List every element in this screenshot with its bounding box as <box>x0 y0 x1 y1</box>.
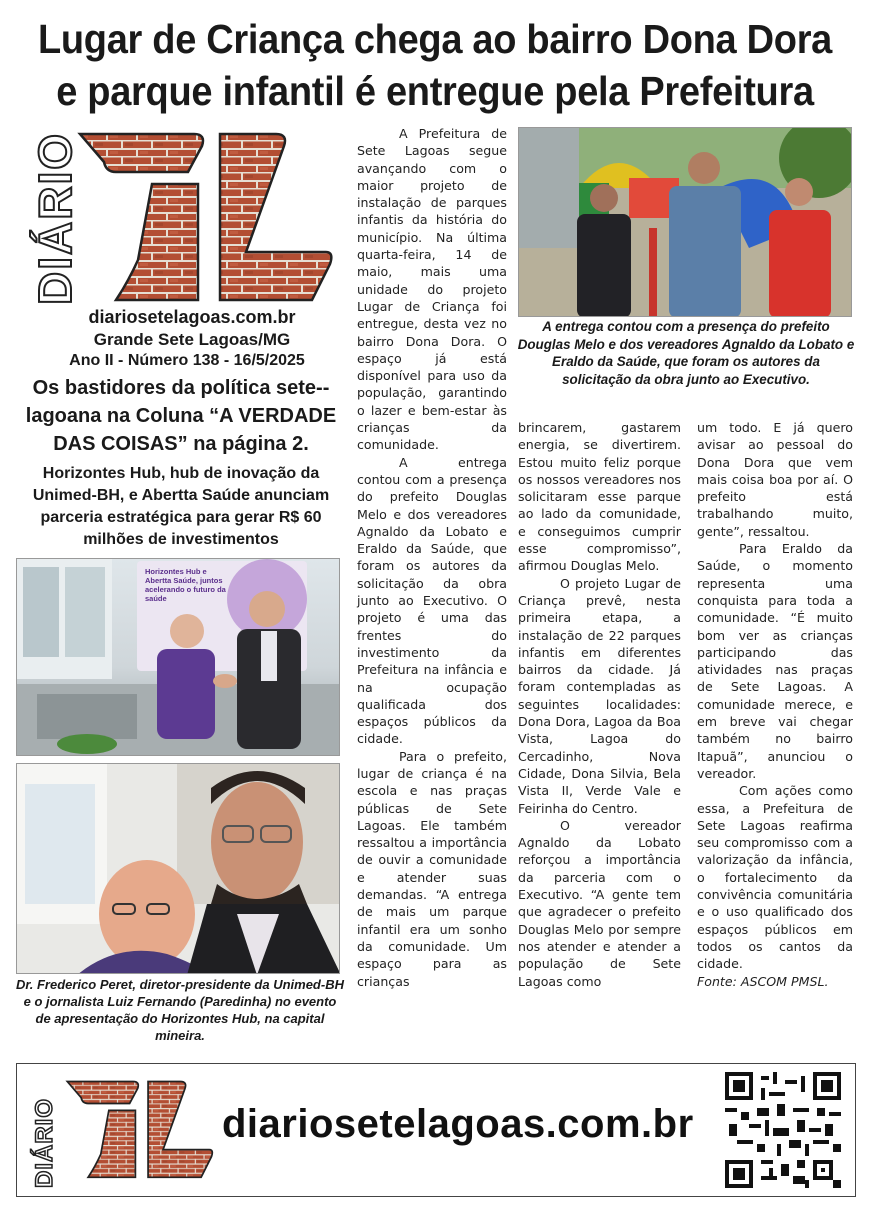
event-screen-text: Horizontes Hub e Abertta Saúde, juntos acelerando o futuro da saúde <box>145 567 226 603</box>
article-source: Fonte: ASCOM PMSL. <box>697 973 829 989</box>
headline-line-2: e parque infantil é entregue pela Prefeitura <box>56 69 814 115</box>
footer-logo-word: DIÁRIO <box>31 1098 58 1188</box>
photo-handshake-event <box>16 558 340 756</box>
article-paragraph: Com ações como essa, a Prefeitura de Sete Lagoas reafirma seu compromisso com a valorização da infância, o fortalecimento da convivência comunitária e o uso qualificado dos espaços públicos em todos os cantos da cidade. <box>697 783 853 972</box>
headline-line-1: Lugar de Criança chega ao bairro Dona Dora <box>37 17 833 63</box>
headline <box>10 14 860 118</box>
article-paragraph: um todo. E já quero avisar ao pessoal do Dona Dora que vem mais coisa boa por aí. O prefeito está trabalhando muito, gente”, ressaltou. <box>697 420 853 539</box>
article-paragraph: A Prefeitura de Sete Lagoas segue avançando com o maior projeto de instalação de parques infantis da história do município. Na última quarta-feira, 14 de maio, mais uma unidade do projeto Lugar de Criança foi entregue, desta vez no bairro Dona Dora. O espaço já está disponível para uso da população, garantindo o lazer e bem-estar às crianças da comunidade. <box>357 126 507 453</box>
masthead-logo <box>28 130 338 305</box>
article-paragraph: A entrega contou com a presença do prefeito Douglas Melo e dos vereadores Agnaldo da Lobato e Eraldo da Saúde, que foram os autores da solicitação da obra junto ao Executivo. O projeto é uma das frentes do investimento da Prefeitura na infância e na ocupação qualificada dos espaços públicos da cidade. <box>357 454 507 747</box>
article-column-2 <box>518 419 681 990</box>
qr-code-icon[interactable] <box>725 1072 841 1188</box>
caption-bottom-photo: Dr. Frederico Peret, diretor-presidente da Unimed-BH e o jornalista Luiz Fernando (Paredinha) no evento de apresentação do Horizontes Hub, na capital mineira. <box>16 977 344 1043</box>
article-paragraph: O projeto Lugar de Criança prevê, nesta primeira etapa, a instalação de 22 parques infantis em diferentes bairros da cidade. Já foram contempladas as seguintes localidades: Dona Dora, Lagoa da Boa Vista, Lagoa do Cercadinho, Nova Cidade, Dona Silvia, Bela Vista II, Verde Vale e Feirinha do Centro. <box>518 575 681 816</box>
selfie-scene-icon <box>17 764 340 974</box>
article-paragraph: O vereador Agnaldo da Lobato reforçou a importância da parceria com o Executivo. “A gente tem que agradecer o prefeito Douglas Melo por sempre nos atender e atender a população de Sete Lagoas como <box>518 817 681 989</box>
masthead-region: Grande Sete Lagoas/MG <box>93 330 291 349</box>
article-column-1 <box>357 125 507 990</box>
photo-selfie-peret-paredinha <box>16 763 340 974</box>
logo-word: DIÁRIO <box>29 132 81 305</box>
teaser-horizontes-hub[interactable]: Horizontes Hub, hub de inovação da Unimed-BH, e Abertta Saúde anunciam parceria estratégica para gerar R$ 60 milhões de investimentos <box>32 465 330 548</box>
brick-d-z-logo-icon <box>76 132 336 304</box>
photo-playground-officials <box>518 127 852 317</box>
masthead-site-url[interactable]: diariosetelagoas.com.br <box>88 307 296 327</box>
article-column-3 <box>697 419 853 990</box>
playground-scene-icon <box>519 128 852 317</box>
caption-top-photo: A entrega contou com a presença do prefeito Douglas Melo e dos vereadores Agnaldo da Lobato e Eraldo da Saúde, que foram os autores da solicitação da obra junto ao Executivo. <box>517 319 855 387</box>
article-paragraph: brincarem, gastarem energia, se divertirem. Estou muito feliz porque os nossos vereadores nos solicitaram esse parque ao lado da comunidade, e conseguimos cumprir esse compromisso”, afirmou Douglas Melo. <box>518 420 681 574</box>
footer-site-url[interactable]: diariosetelagoas.com.br <box>222 1102 694 1146</box>
article-paragraph: Para Eraldo da Saúde, o momento representa uma conquista para toda a comunidade. “É muito bom ver as crianças participando das atividades nas praças de Sete Lagoas. A comunidade merece, e em breve vai chegar também no bairro Itapuã”, anunciou o vereador. <box>697 541 853 781</box>
footer-brick-logo-icon <box>65 1080 215 1180</box>
article-paragraph: Para o prefeito, lugar de criança é na escola e nas praças públicas de Sete Lagoas. Ele também ressaltou a importância de ouvir a comunidade e atender suas demandas. “A entrega de mais um parque infantil era um sonho da comunidade. Um espaço para as crianças <box>357 748 507 989</box>
masthead-edition: Ano II - Número 138 - 16/5/2025 <box>69 352 305 369</box>
footer-banner <box>16 1063 856 1197</box>
teaser-politics-column[interactable]: Os bastidores da política sete--lagoana na Coluna “A VERDADE DAS COISAS” na página 2. <box>25 377 337 455</box>
